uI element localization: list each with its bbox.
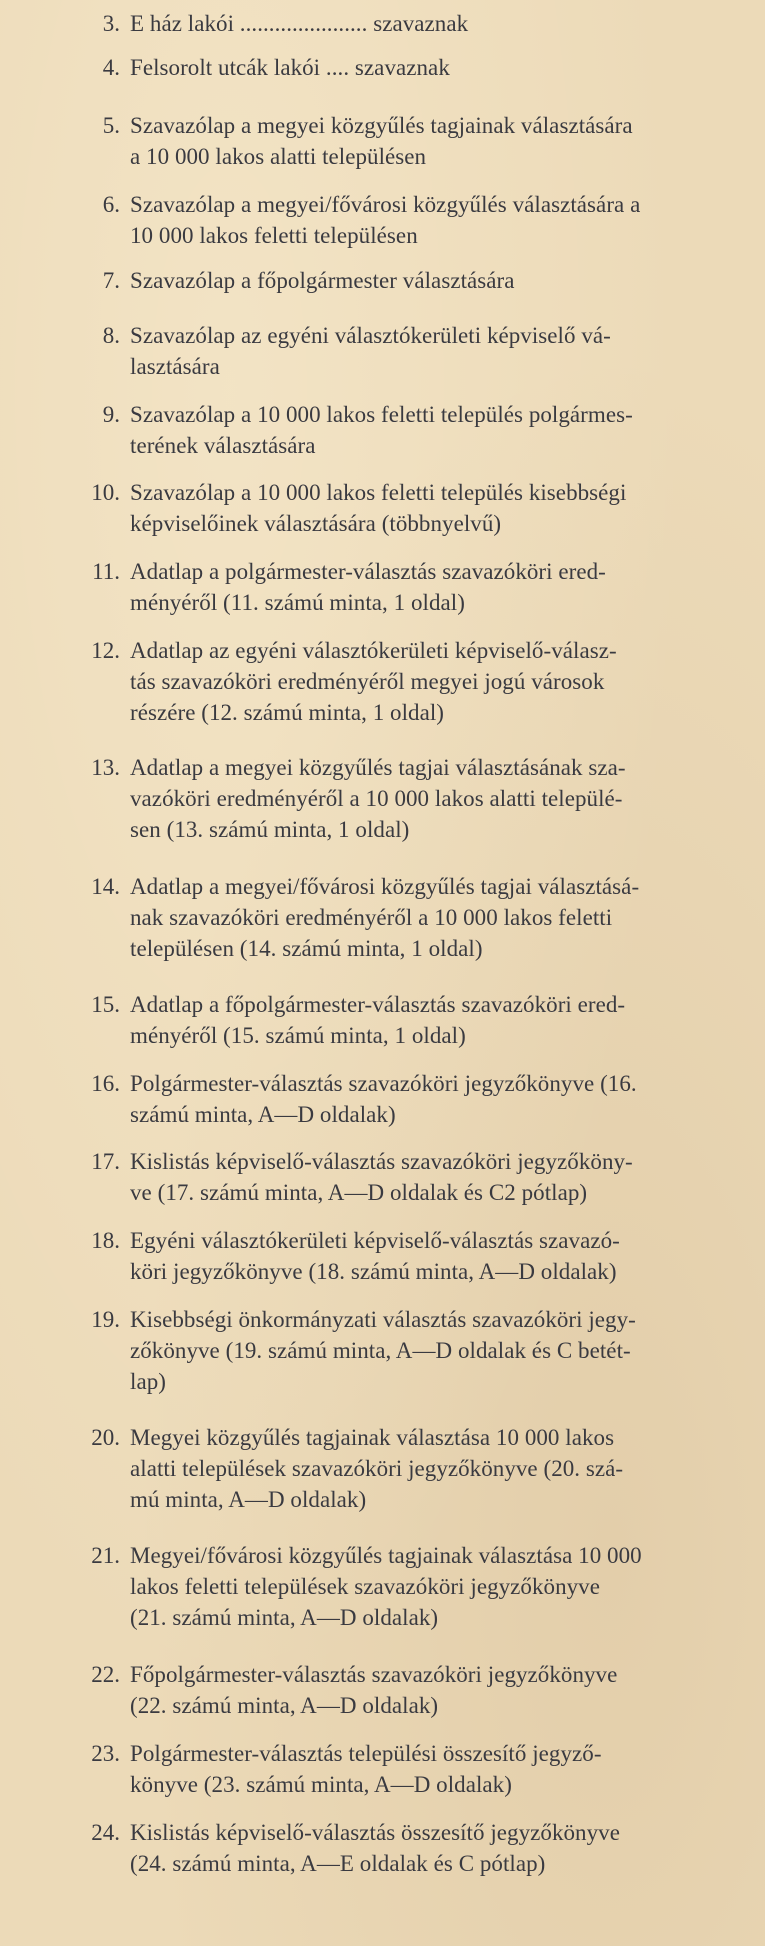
list-item-text: Szavazólap az egyéni választókerületi képviselő vá- lasztására (130, 323, 611, 379)
list-item-number: 11. (92, 559, 120, 584)
list-item-number: 12. (91, 638, 120, 663)
list-item (0, 1304, 755, 1397)
list-item-text: Adatlap a megyei/fővárosi közgyűlés tagjai választásá- nak szavazóköri eredményéről a 10 000 lakos feletti településen (14. számú minta, 1 oldal) (130, 874, 640, 961)
list-item (0, 1146, 755, 1208)
list-item (0, 989, 755, 1051)
list-item-text: Szavazólap a megyei/fővárosi közgyűlés választására a 10 000 lakos feletti településen (130, 192, 641, 248)
list-item-number: 5. (102, 113, 120, 138)
list-item-number: 7. (102, 268, 120, 293)
list-item (0, 189, 755, 251)
list-item (0, 399, 755, 461)
list-item-number: 24. (91, 1820, 120, 1845)
list-item-text: Kisebbségi önkormányzati választás szavazóköri jegy- zőkönyve (19. számú minta, A—D oldalak és C betét- lap) (130, 1307, 636, 1394)
list-item (0, 1540, 755, 1633)
list-item-text: Megyei/fővárosi közgyűlés tagjainak választása 10 000 lakos feletti települések szavazóköri jegyzőkönyve (21. számú minta, A—D oldalak) (130, 1543, 642, 1630)
list-item (0, 1225, 755, 1287)
list-item-text: Adatlap a megyei közgyűlés tagjai választásának sza- vazóköri eredményéről a 10 000 lakos alatti települé- sen (13. számú minta, 1 oldal) (130, 755, 626, 842)
list-item-text: Kislistás képviselő-választás összesítő jegyzőkönyve (24. számú minta, A—E oldalak és C pótlap) (130, 1820, 620, 1876)
list-item-text: Egyéni választókerületi képviselő-választás szavazó- köri jegyzőkönyve (18. számú minta, A—D oldalak) (130, 1228, 620, 1284)
list-item-text: Adatlap az egyéni választókerületi képviselő-válasz- tás szavazóköri eredményéről megyei jogú városok részére (12. számú minta, 1 oldal) (130, 638, 617, 725)
list-item-number: 20. (91, 1425, 120, 1450)
list-item-number: 15. (91, 992, 120, 1017)
list-item (0, 320, 755, 382)
list-item-text: Polgármester-választás szavazóköri jegyzőkönyve (16. számú minta, A—D oldalak) (130, 1071, 637, 1127)
list-item-text: Szavazólap a főpolgármester választására (130, 268, 515, 293)
list-item-text: Szavazólap a 10 000 lakos feletti település kisebbségi képviselőinek választására (többnyelvű) (130, 480, 627, 536)
list-item (0, 1068, 755, 1130)
list-item (0, 1817, 755, 1879)
list-item (0, 1659, 755, 1721)
list-item-text: E ház lakói ...................... szavaznak (130, 11, 469, 36)
list-item-text: Polgármester-választás települési összesítő jegyző- könyve (23. számú minta, A—D oldalak) (130, 1741, 602, 1797)
list-item-number: 18. (91, 1228, 120, 1253)
list-item (0, 1422, 755, 1515)
list-item-text: Főpolgármester-választás szavazóköri jegyzőkönyve (22. számú minta, A—D oldalak) (130, 1662, 618, 1718)
list-item (0, 477, 755, 539)
list-item-number: 8. (102, 323, 120, 348)
list-item-text: Adatlap a főpolgármester-választás szavazóköri ered- ményéről (15. számú minta, 1 oldal) (130, 992, 626, 1048)
list-item-number: 23. (91, 1741, 120, 1766)
list-item-number: 19. (91, 1307, 120, 1332)
list-item-number: 21. (91, 1543, 120, 1568)
list-item-text: Megyei közgyűlés tagjainak választása 10 000 lakos alatti települések szavazóköri jegyzőkönyve (20. szá- mú minta, A—D oldalak) (130, 1425, 624, 1512)
list-item-number: 22. (91, 1662, 120, 1687)
list-item (0, 556, 755, 618)
list-item (0, 52, 755, 83)
list-item-number: 17. (91, 1149, 120, 1174)
list-item-number: 9. (102, 402, 120, 427)
list-item-number: 3. (102, 11, 120, 36)
list-item-text: Kislistás képviselő-választás szavazóköri jegyzőköny- ve (17. számú minta, A—D oldalak és C2 pótlap) (130, 1149, 633, 1205)
list-item (0, 871, 755, 964)
list-item (0, 752, 755, 845)
list-item-text: Adatlap a polgármester-választás szavazóköri ered- ményéről (11. számú minta, 1 oldal) (130, 559, 606, 615)
list-item-number: 10. (91, 480, 120, 505)
list-item-number: 4. (102, 55, 120, 80)
list-item (0, 8, 755, 39)
list-item (0, 110, 755, 172)
list-item-number: 14. (91, 874, 120, 899)
list-item-number: 13. (91, 755, 120, 780)
list-item-number: 6. (102, 192, 120, 217)
list-item (0, 1738, 755, 1800)
list-item-number: 16. (91, 1071, 120, 1096)
list-item-text: Szavazólap a 10 000 lakos feletti település polgármes- terének választására (130, 402, 633, 458)
list-item-text: Felsorolt utcák lakói .... szavaznak (130, 55, 450, 80)
list-item (0, 265, 755, 296)
list-item-text: Szavazólap a megyei közgyűlés tagjainak választására a 10 000 lakos alatti településen (130, 113, 633, 169)
list-item (0, 635, 755, 728)
